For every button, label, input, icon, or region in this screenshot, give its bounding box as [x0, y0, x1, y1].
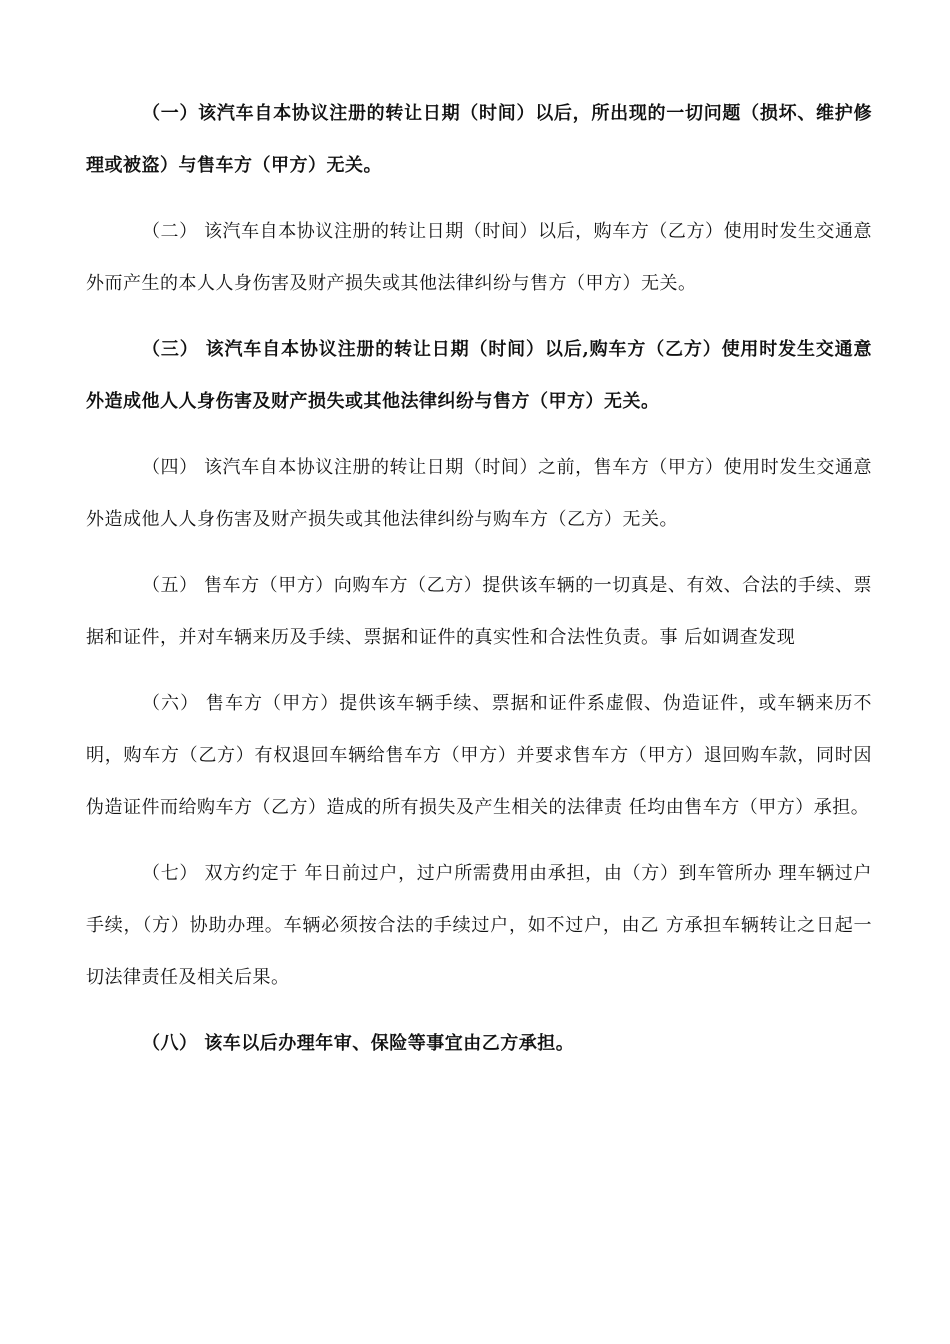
clause-8: （八） 该车以后办理年审、保险等事宜由乙方承担。: [142, 1033, 575, 1054]
clause-1: （一）该汽车自本协议注册的转让日期（时间）以后，所出现的一切问题（损坏、维护修理或被盗）与售车方（甲方）无关。: [86, 103, 872, 176]
clause-7: （七） 双方约定于 年日前过户，过户所需费用由承担，由（方）到车管所办 理车辆过户手续，（方）协助办理。车辆必须按合法的手续过户，如不过户，由乙 方承担车辆转让之日起一切法律责任及相关后果。: [86, 863, 872, 988]
clause-4: （四） 该汽车自本协议注册的转让日期（时间）之前，售车方（甲方）使用时发生交通意外造成他人人身伤害及财产损失或其他法律纠纷与购车方（乙方）无关。: [86, 457, 872, 530]
clause-5: （五） 售车方（甲方）向购车方（乙方）提供该车辆的一切真是、有效、合法的手续、票据和证件，并对车辆来历及手续、票据和证件的真实性和合法性负责。事 后如调查发现: [86, 575, 872, 648]
clause-3: （三） 该汽车自本协议注册的转让日期（时间）以后,购车方（乙方）使用时发生交通意外造成他人人身伤害及财产损失或其他法律纠纷与售方（甲方）无关。: [86, 339, 872, 412]
clause-6: （六） 售车方（甲方）提供该车辆手续、票据和证件系虚假、伪造证件，或车辆来历不明，购车方（乙方）有权退回车辆给售车方（甲方）并要求售车方（甲方）退回购车款，同时因伪造证件而给购车方（乙方）造成的所有损失及产生相关的法律责 任均由售车方（甲方）承担。: [86, 693, 872, 818]
clause-2: （二） 该汽车自本协议注册的转让日期（时间）以后，购车方（乙方）使用时发生交通意外而产生的本人人身伤害及财产损失或其他法律纠纷与售方（甲方）无关。: [86, 221, 872, 294]
